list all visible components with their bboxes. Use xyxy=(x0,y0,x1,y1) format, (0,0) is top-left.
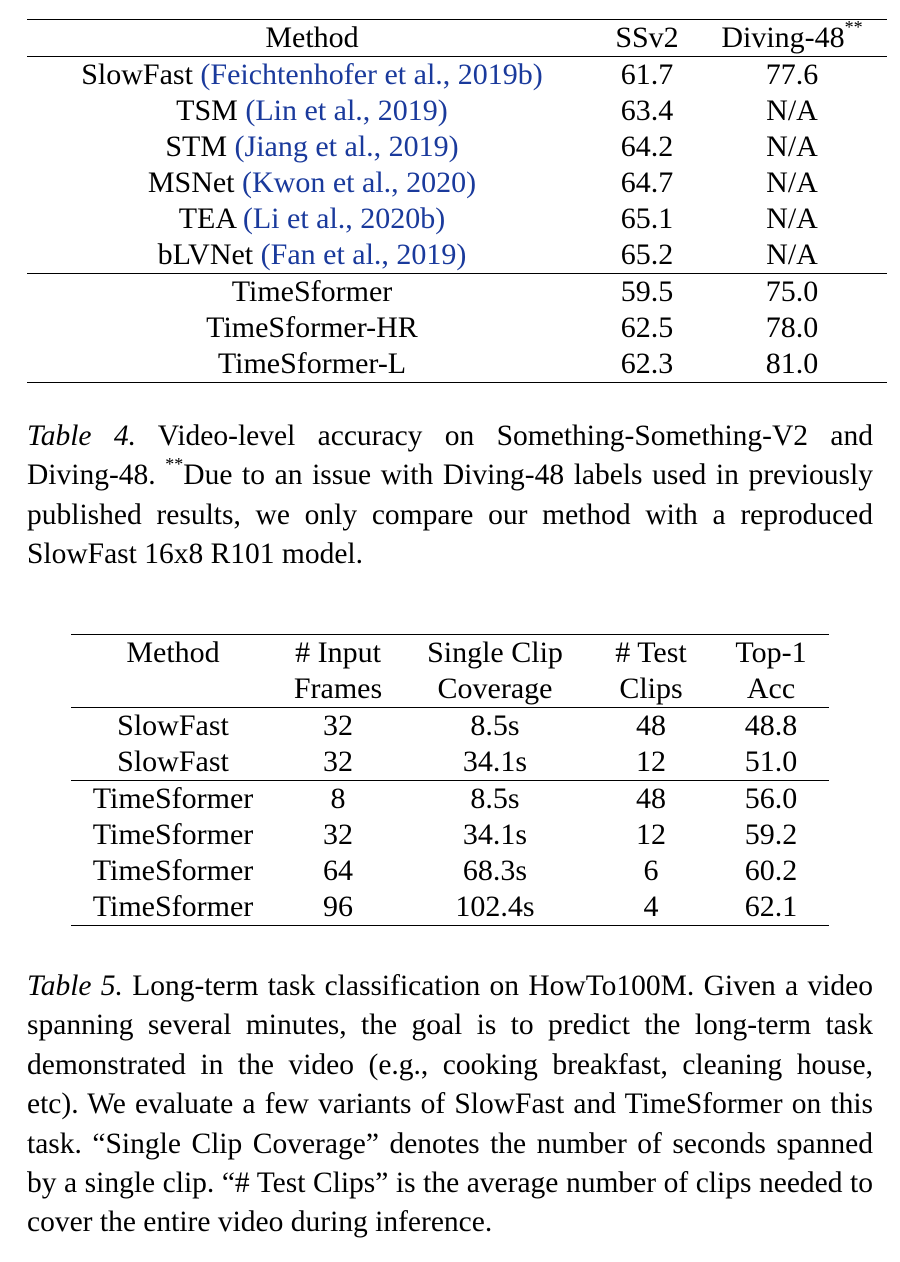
header-method: Method xyxy=(27,20,597,57)
clips-cell: 4 xyxy=(643,890,659,923)
ssv2-cell: 65.1 xyxy=(620,202,674,235)
citation-link[interactable]: (Lin et al., 2019) xyxy=(245,94,448,127)
ssv2-cell: 59.5 xyxy=(597,274,697,311)
citation-link[interactable]: (Fan et al., 2019) xyxy=(260,238,467,271)
header-input-frames: # Input xyxy=(295,636,381,669)
header-clip-coverage: Single Clip xyxy=(427,636,563,669)
clips-cell: 12 xyxy=(636,818,666,851)
table-row xyxy=(27,274,887,311)
caption-label: Table 5. xyxy=(27,970,123,1002)
caption-note-marker: ** xyxy=(165,454,184,475)
acc-cell: 56.0 xyxy=(713,781,829,818)
frames-cell: 32 xyxy=(323,709,353,742)
method-cell: TimeSformer-HR xyxy=(206,311,418,344)
ssv2-cell: 62.5 xyxy=(620,311,674,344)
acc-cell: 48.8 xyxy=(744,709,798,742)
citation-link[interactable]: (Feichtenhofer et al., 2019b) xyxy=(200,58,543,91)
header-input-frames-sub: Frames xyxy=(275,671,401,708)
ssv2-cell: 64.2 xyxy=(620,130,674,163)
table-row xyxy=(71,889,829,926)
table-4 xyxy=(27,19,887,383)
header-ssv2: SSv2 xyxy=(597,20,697,57)
header-test-clips-sub: Clips xyxy=(589,671,713,708)
coverage-cell: 8.5s xyxy=(401,781,589,818)
table-row xyxy=(27,346,887,383)
table-5-header-bottom xyxy=(71,671,829,708)
table-row xyxy=(71,853,829,889)
header-top1-acc-sub: Acc xyxy=(713,671,829,708)
acc-cell: 60.2 xyxy=(744,854,798,887)
coverage-cell: 34.1s xyxy=(462,818,528,851)
frames-cell: 32 xyxy=(323,745,353,778)
table-row xyxy=(27,201,887,237)
table-row xyxy=(27,57,887,94)
header-clip-coverage-sub: Coverage xyxy=(401,671,589,708)
method-cell: bLVNet (Fan et al., 2019) xyxy=(157,238,467,271)
method-cell: STM (Jiang et al., 2019) xyxy=(165,130,459,163)
acc-cell: 51.0 xyxy=(744,745,798,778)
method-cell: TimeSformer xyxy=(71,781,275,818)
diving-cell: 77.6 xyxy=(765,58,819,91)
acc-cell-best: 62.1 xyxy=(744,890,798,923)
ssv2-cell: 62.3 xyxy=(620,347,674,380)
method-cell: TEA (Li et al., 2020b) xyxy=(178,202,446,235)
table-row xyxy=(27,310,887,346)
clips-cell: 6 xyxy=(643,854,659,887)
ssv2-cell: 61.7 xyxy=(620,58,674,91)
header-test-clips: # Test xyxy=(615,636,687,669)
table-4-header xyxy=(27,20,887,57)
method-cell: TSM (Lin et al., 2019) xyxy=(176,94,448,127)
header-diving-note: ** xyxy=(844,17,863,37)
table-row xyxy=(27,129,887,165)
table-row xyxy=(71,708,829,745)
acc-cell: 59.2 xyxy=(744,818,798,851)
diving-cell: N/A xyxy=(766,238,818,271)
diving-cell: N/A xyxy=(766,202,818,235)
table-row xyxy=(27,237,887,274)
coverage-cell: 34.1s xyxy=(462,745,528,778)
method-cell: SlowFast xyxy=(117,745,229,778)
coverage-cell: 68.3s xyxy=(462,854,528,887)
table-row xyxy=(27,165,887,201)
ssv2-cell: 64.7 xyxy=(620,166,674,199)
header-method: Method xyxy=(126,636,220,669)
table-5-caption: Table 5. Long-term task classification on HowTo100M. Given a video spanning several minutes, the goal is to predict the long-term task demonstrated in the video (e.g., cooking breakfast, cleaning house, etc). We evaluate a few variants of SlowFast and TimeSformer on this task. “Single Clip Coverage” denotes the number of seconds spanned by a single clip. “# Test Clips” is the average number of clips needed to cover the entire video during inference. xyxy=(27,970,873,1239)
diving-cell: 75.0 xyxy=(697,274,887,311)
method-cell: TimeSformer-L xyxy=(217,347,407,380)
diving-cell: N/A xyxy=(766,166,818,199)
diving-cell-best: 81.0 xyxy=(765,347,819,380)
header-top1-acc: Top-1 xyxy=(735,636,807,669)
diving-cell: N/A xyxy=(766,94,818,127)
ssv2-cell-best: 65.2 xyxy=(620,238,674,271)
method-cell: TimeSformer xyxy=(92,818,254,851)
frames-cell: 8 xyxy=(275,781,401,818)
diving-cell: 78.0 xyxy=(765,311,819,344)
method-cell: TimeSformer xyxy=(27,274,597,311)
citation-link[interactable]: (Jiang et al., 2019) xyxy=(234,130,459,163)
method-cell: TimeSformer xyxy=(92,854,254,887)
table-5-header-top xyxy=(71,635,829,672)
table-row xyxy=(27,93,887,129)
clips-cell: 48 xyxy=(589,781,713,818)
table-row xyxy=(71,817,829,853)
diving-cell: N/A xyxy=(766,130,818,163)
citation-link[interactable]: (Li et al., 2020b) xyxy=(242,202,446,235)
table-4-caption: Table 4. Video-level accuracy on Something-Something-V2 and Diving-48. **Due to an issue with Diving-48 labels used in previously published results, we only compare our method with a reproduced SlowFast 16x8 R101 model. xyxy=(27,420,873,571)
table-row xyxy=(71,781,829,818)
table-row xyxy=(71,744,829,781)
method-cell: SlowFast (Feichtenhofer et al., 2019b) xyxy=(81,58,543,91)
frames-cell: 64 xyxy=(323,854,353,887)
ssv2-cell: 63.4 xyxy=(620,94,674,127)
header-method-sub xyxy=(71,671,275,708)
method-cell: SlowFast xyxy=(117,709,229,742)
frames-cell: 96 xyxy=(323,890,353,923)
clips-cell: 48 xyxy=(636,709,666,742)
frames-cell: 32 xyxy=(323,818,353,851)
method-cell: MSNet (Kwon et al., 2020) xyxy=(147,166,477,199)
method-cell: TimeSformer xyxy=(92,890,254,923)
caption-label: Table 4. xyxy=(27,420,136,452)
table-5 xyxy=(71,634,829,926)
citation-link[interactable]: (Kwon et al., 2020) xyxy=(242,166,477,199)
coverage-cell-best: 102.4s xyxy=(455,890,535,923)
clips-cell: 12 xyxy=(636,745,666,778)
coverage-cell: 8.5s xyxy=(470,709,520,742)
header-diving: Diving-48** xyxy=(697,20,887,57)
